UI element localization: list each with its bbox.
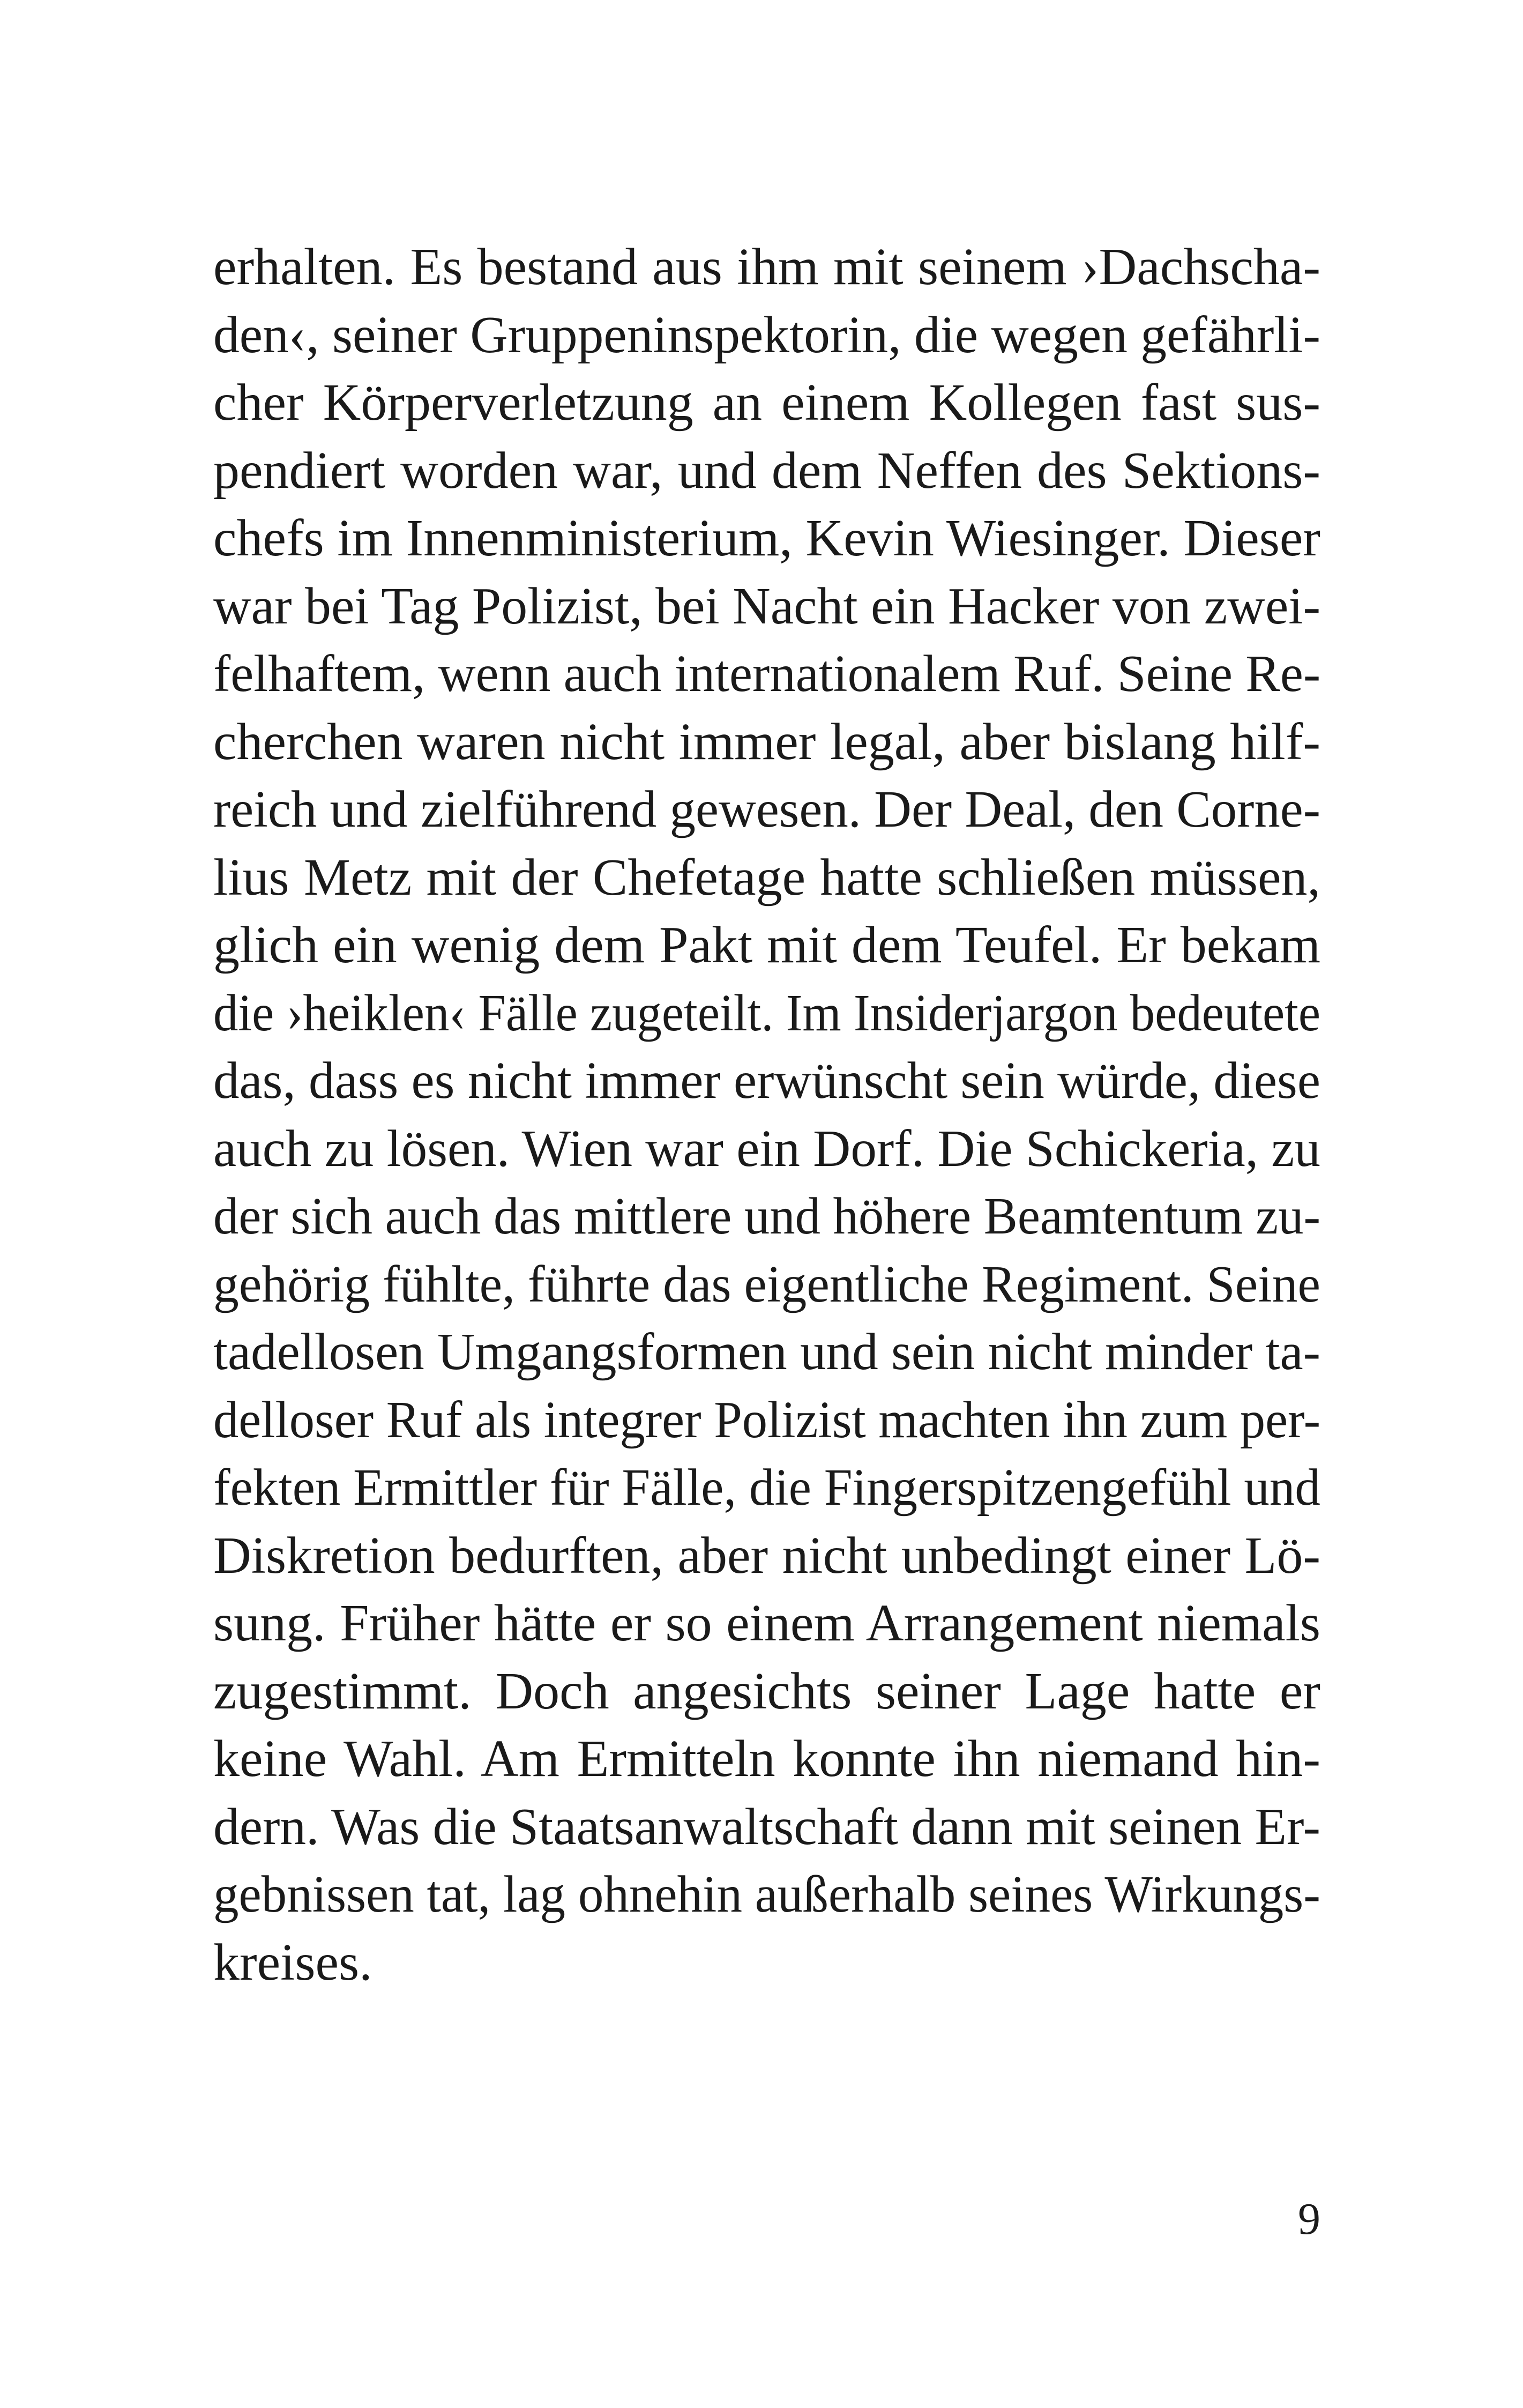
text-line: die ›heiklen‹ Fälle zugeteilt. Im Insiderjargon bedeutete xyxy=(213,984,1321,1042)
text-line: Diskretion bedurften, aber nicht unbedingt einer Lö- xyxy=(213,1526,1320,1585)
text-line: kreises. xyxy=(213,1933,372,1991)
text-line: tadellosen Umgangsformen und sein nicht minder ta- xyxy=(213,1323,1320,1381)
text-line: war bei Tag Polizist, bei Nacht ein Hacker von zwei- xyxy=(213,577,1321,635)
text-line: lius Metz mit der Chefetage hatte schließen müssen, xyxy=(213,848,1320,906)
text-line: felhaftem, wenn auch internationalem Ruf. Seine Re- xyxy=(213,645,1321,703)
text-line: fekten Ermittler für Fälle, die Fingerspitzengefühl und xyxy=(213,1459,1320,1517)
text-line: gebnissen tat, lag ohnehin außerhalb seines Wirkungs- xyxy=(213,1866,1320,1923)
text-line: das, dass es nicht immer erwünscht sein würde, diese xyxy=(213,1052,1320,1110)
text-line: delloser Ruf als integrer Polizist machten ihn zum per- xyxy=(213,1391,1321,1449)
text-line: glich ein wenig dem Pakt mit dem Teufel. Er bekam xyxy=(213,916,1320,974)
text-line: dern. Was die Staatsanwaltschaft dann mit seinen Er- xyxy=(213,1797,1320,1856)
text-line: sung. Früher hätte er so einem Arrangement niemals xyxy=(213,1594,1320,1652)
text-line: cher Körperverletzung an einem Kollegen fast sus- xyxy=(213,374,1320,432)
text-line: chefs im Innenministerium, Kevin Wiesinger. Dieser xyxy=(213,509,1320,567)
text-line: pendiert worden war, und dem Neffen des Sektions- xyxy=(213,441,1320,500)
text-line: gehörig fühlte, führte das eigentliche Regiment. Seine xyxy=(213,1255,1321,1313)
text-line: der sich auch das mittlere und höhere Beamtentum zu- xyxy=(213,1187,1320,1245)
text-line: reich und zielführend gewesen. Der Deal, den Corne- xyxy=(213,781,1320,838)
text-line: den‹, seiner Gruppeninspektorin, die wegen gefährli- xyxy=(213,306,1320,364)
text-line: cherchen waren nicht immer legal, aber bislang hilf- xyxy=(213,712,1320,771)
text-line: zugestimmt. Doch angesichts seiner Lage hatte er xyxy=(213,1662,1320,1720)
text-line: keine Wahl. Am Ermitteln konnte ihn niemand hin- xyxy=(213,1730,1320,1788)
text-line: erhalten. Es bestand aus ihm mit seinem ›Dachscha- xyxy=(213,238,1320,296)
body-text xyxy=(213,233,1320,1996)
text-line: auch zu lösen. Wien war ein Dorf. Die Schickeria, zu xyxy=(213,1119,1321,1178)
page-number: 9 xyxy=(1298,2194,1320,2244)
